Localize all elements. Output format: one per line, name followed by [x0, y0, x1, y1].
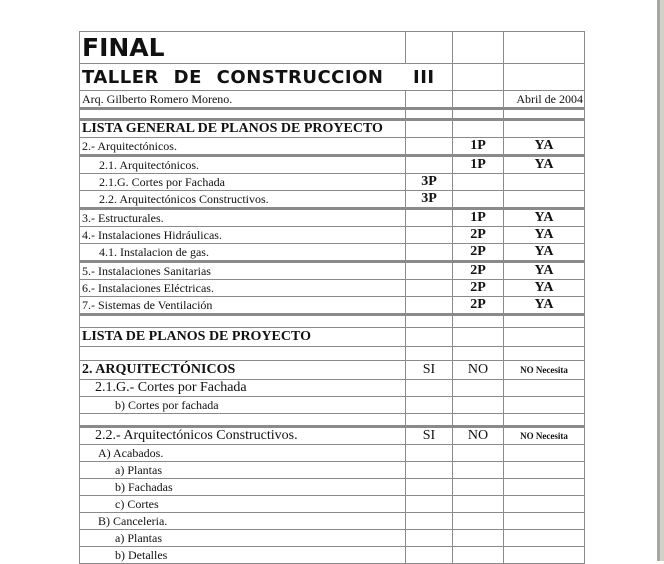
col-no: NO: [453, 427, 504, 445]
item-c2: 2P: [453, 227, 504, 244]
project-list-heading: LISTA DE PLANOS DE PROYECTO: [80, 328, 406, 347]
list-item: [80, 445, 585, 462]
title-row: [80, 32, 585, 64]
item-label: 3.- Estructurales.: [80, 209, 406, 227]
item-label: a) Plantas: [80, 530, 406, 547]
item-c3: YA: [504, 138, 585, 156]
item-c2: [453, 174, 504, 191]
list-item: [80, 156, 585, 174]
sub2-row: [80, 427, 585, 445]
item-c3: [504, 174, 585, 191]
list-item: [80, 513, 585, 530]
col-si: SI: [406, 361, 453, 380]
col-no: NO: [453, 361, 504, 380]
item-c2: 2P: [453, 262, 504, 280]
item-label: 4.- Instalaciones Hidráulicas.: [80, 227, 406, 244]
section-row: [80, 361, 585, 380]
course-number: III: [413, 66, 435, 88]
item-c1: [406, 227, 453, 244]
item-label: A) Acabados.: [80, 445, 406, 462]
list-item: [80, 280, 585, 297]
item-c2: 1P: [453, 138, 504, 156]
item-label: 2.1.G. Cortes por Fachada: [80, 174, 406, 191]
item-c3: YA: [504, 244, 585, 262]
list-item: [80, 496, 585, 513]
author-row: [80, 91, 585, 109]
item-c1: [406, 244, 453, 262]
course-title: [80, 64, 453, 91]
item-label: 4.1. Instalacion de gas.: [80, 244, 406, 262]
item-c3: YA: [504, 280, 585, 297]
sub1-title: 2.1.G.- Cortes por Fachada: [80, 380, 406, 397]
sub1-row: [80, 380, 585, 397]
sub2-title: 2.2.- Arquitectónicos Constructivos.: [80, 427, 406, 445]
author: Arq. Gilberto Romero Moreno.: [80, 91, 406, 109]
list-item: [80, 191, 585, 209]
item-label: 7.- Sistemas de Ventilación: [80, 297, 406, 315]
list-item: [80, 262, 585, 280]
item-c3: YA: [504, 209, 585, 227]
list-item: [80, 209, 585, 227]
item-c3: YA: [504, 156, 585, 174]
item-c1: [406, 262, 453, 280]
item-c1: [406, 297, 453, 315]
project-list-heading-row: [80, 328, 585, 347]
plans-sheet: [79, 31, 585, 564]
col-no-necesita: NO Necesita: [504, 427, 585, 445]
list-item: [80, 174, 585, 191]
list-item: [80, 479, 585, 496]
col-no-necesita: NO Necesita: [504, 361, 585, 380]
item-c3: YA: [504, 227, 585, 244]
list-item: [80, 297, 585, 315]
item-c2: 1P: [453, 209, 504, 227]
item-c1: [406, 280, 453, 297]
list-item: [80, 138, 585, 156]
item-label: 6.- Instalaciones Eléctricas.: [80, 280, 406, 297]
section-title: 2. ARQUITECTÓNICOS: [80, 361, 406, 380]
col-si: SI: [406, 427, 453, 445]
item-c2: 1P: [453, 156, 504, 174]
item-c3: YA: [504, 262, 585, 280]
item-label: 2.1. Arquitectónicos.: [80, 156, 406, 174]
list-item: [80, 397, 585, 414]
list-item: [80, 244, 585, 262]
item-c1: [406, 138, 453, 156]
general-list-heading: LISTA GENERAL DE PLANOS DE PROYECTO: [80, 120, 406, 138]
item-label: b) Detalles: [80, 547, 406, 564]
item-c2: 2P: [453, 297, 504, 315]
item-label: 5.- Instalaciones Sanitarias: [80, 262, 406, 280]
item-c2: 2P: [453, 280, 504, 297]
subtitle-row: [80, 64, 585, 91]
item-label: b) Cortes por fachada: [80, 397, 406, 414]
item-c3: YA: [504, 297, 585, 315]
item-label: B) Canceleria.: [80, 513, 406, 530]
item-label: b) Fachadas: [80, 479, 406, 496]
item-label: 2.- Arquitectónicos.: [80, 138, 406, 156]
item-label: c) Cortes: [80, 496, 406, 513]
item-c1: 3P: [406, 174, 453, 191]
item-c2: [453, 191, 504, 209]
list-item: [80, 530, 585, 547]
list-item: [80, 227, 585, 244]
date: Abril de 2004: [504, 91, 585, 109]
item-c2: 2P: [453, 244, 504, 262]
scrollbar-track[interactable]: [660, 0, 664, 561]
item-label: 2.2. Arquitectónicos Constructivos.: [80, 191, 406, 209]
course-name: TALLER DE CONSTRUCCION: [82, 66, 384, 88]
list-item: [80, 462, 585, 479]
general-list-heading-row: [80, 120, 585, 138]
item-c3: [504, 191, 585, 209]
sheet-title: FINAL: [80, 32, 406, 64]
item-c1: [406, 156, 453, 174]
item-label: a) Plantas: [80, 462, 406, 479]
item-c1: [406, 209, 453, 227]
item-c1: 3P: [406, 191, 453, 209]
